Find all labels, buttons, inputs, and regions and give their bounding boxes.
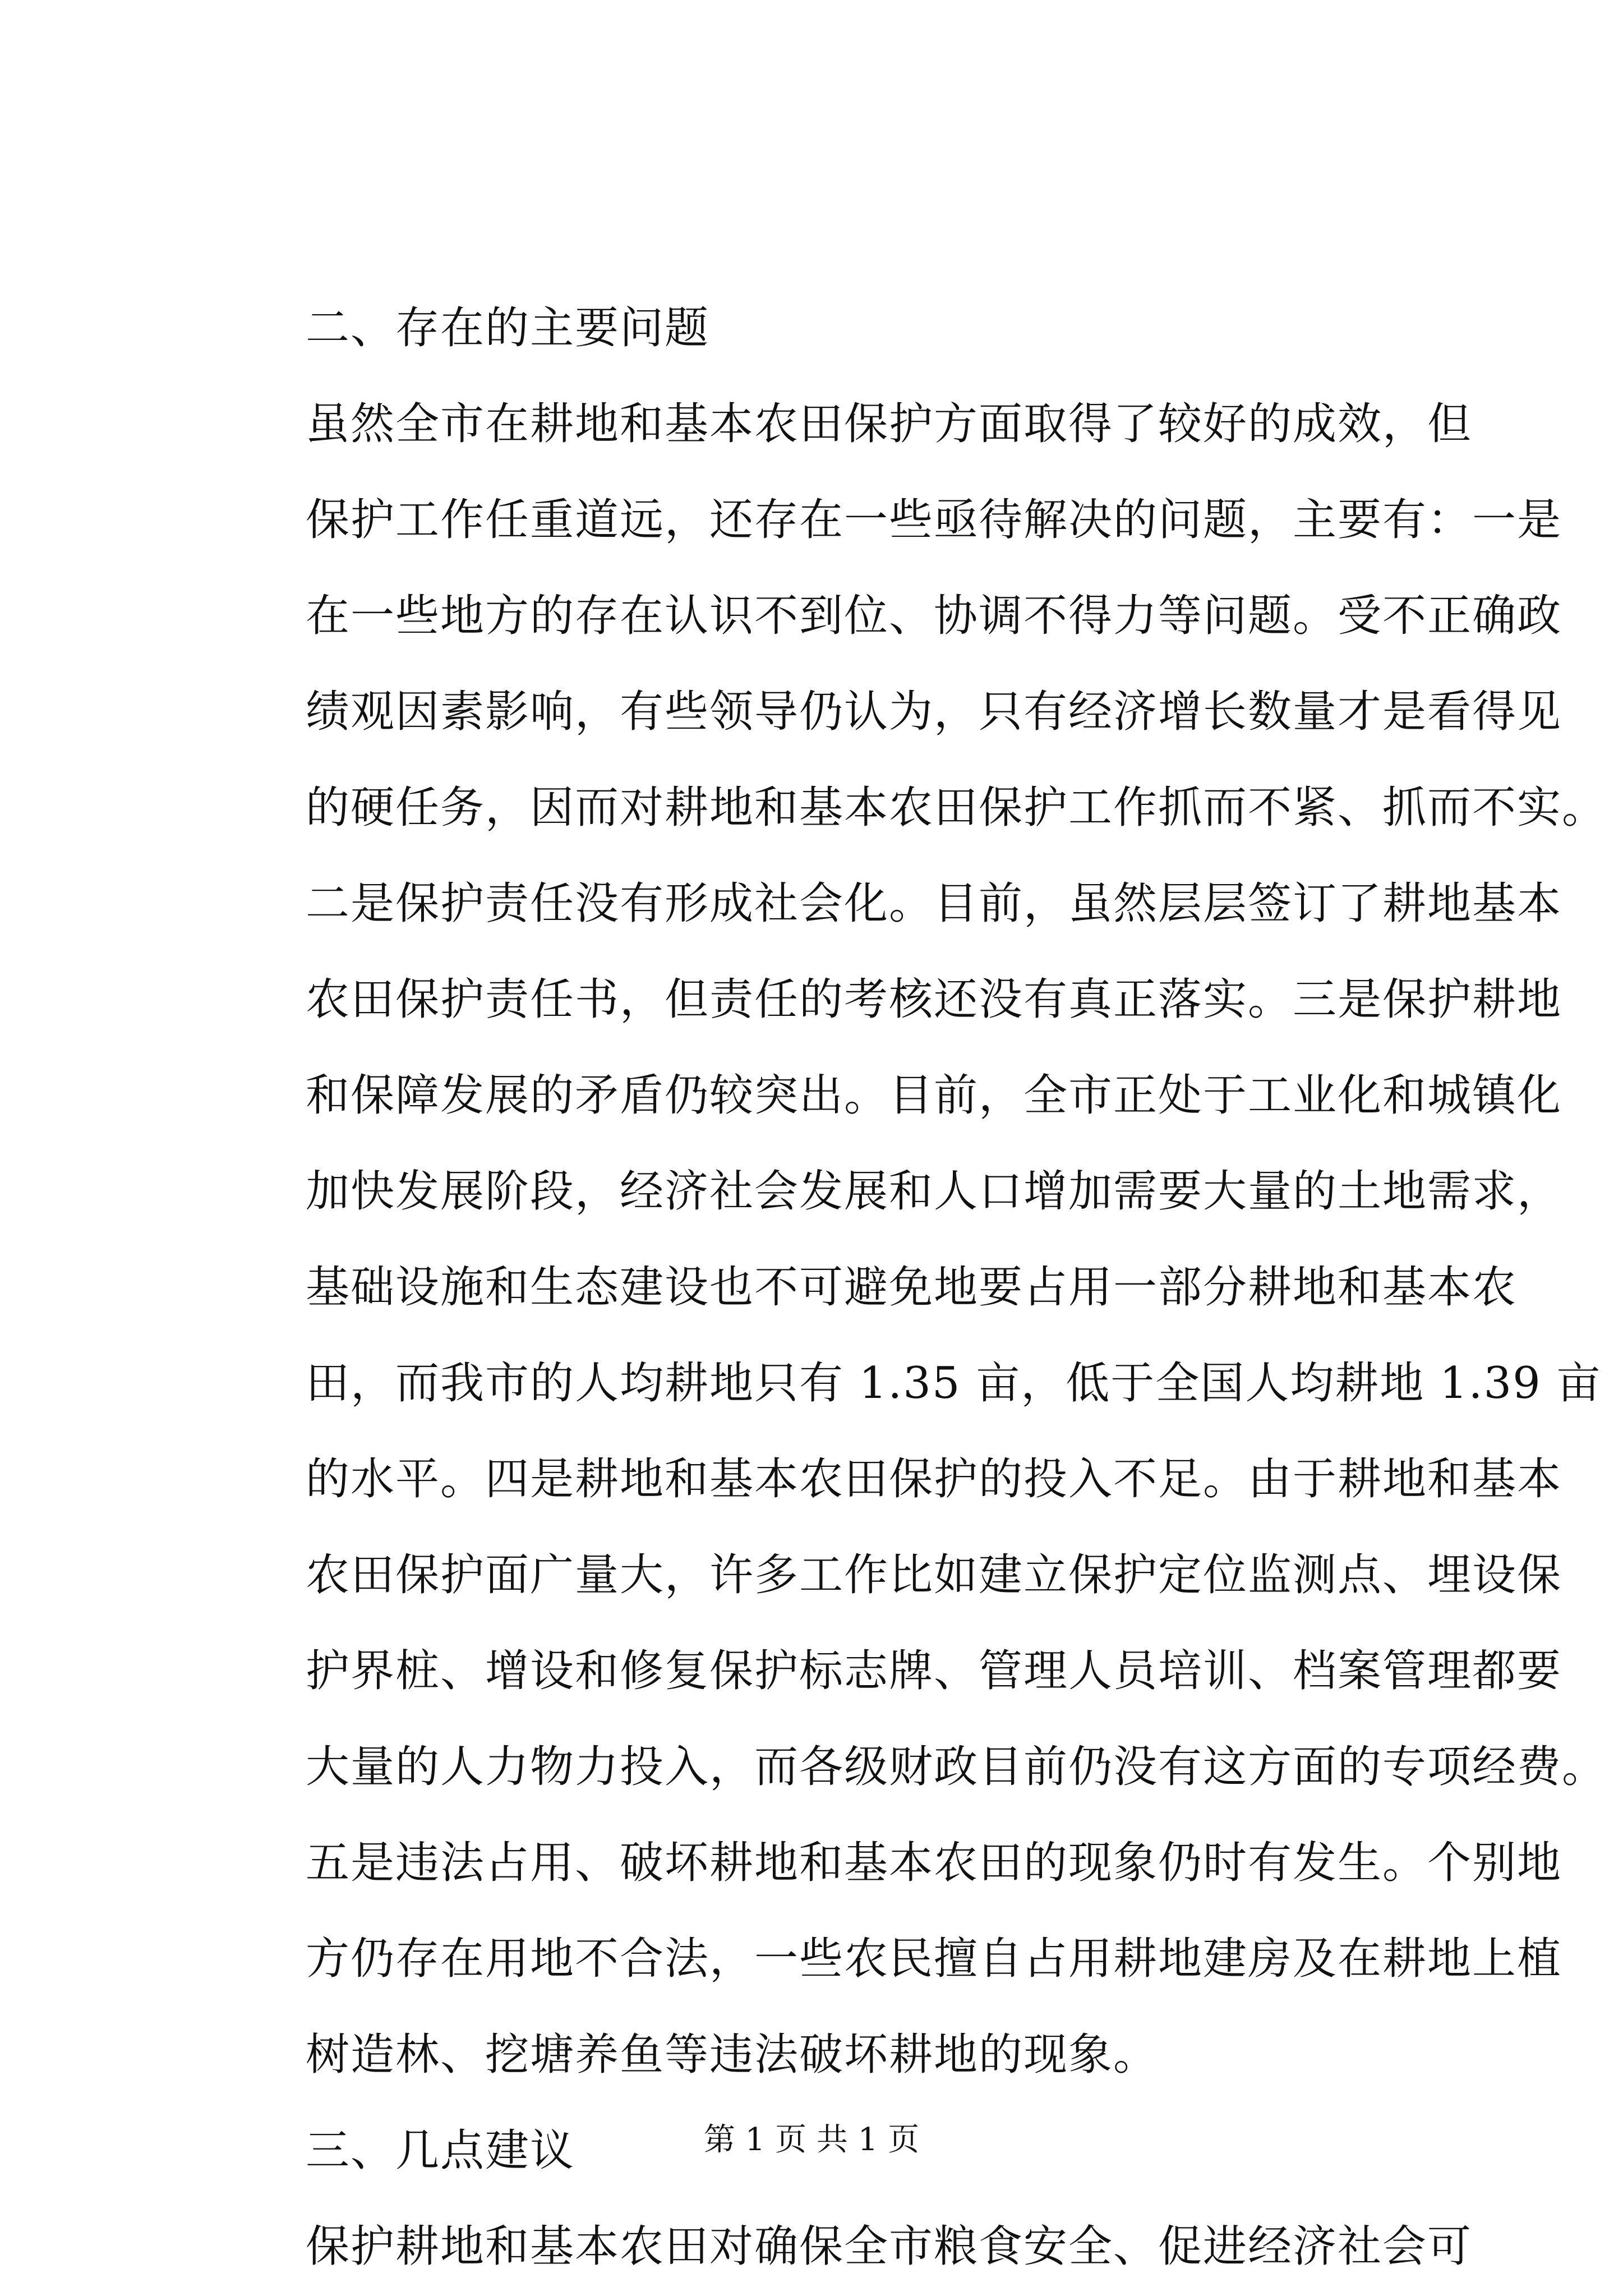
paragraph-line: 保护工作任重道远，还存在一些亟待解决的问题，主要有：一是 bbox=[306, 495, 1562, 545]
paragraph-line: 加快发展阶段，经济社会发展和人口增加需要大量的土地需求， bbox=[306, 1166, 1562, 1217]
body-text bbox=[306, 280, 1607, 2295]
section-heading-3: 三、几点建议 bbox=[306, 2125, 575, 2176]
paragraph-line: 保护耕地和基本农田对确保全市粮食安全、促进经济社会可 bbox=[306, 2221, 1473, 2272]
paragraph-line: 树造林、挖塘养鱼等违法破坏耕地的现象。 bbox=[306, 2030, 1159, 2080]
paragraph-line: 的硬任务，因而对耕地和基本农田保护工作抓而不紧、抓而不实。 bbox=[306, 783, 1607, 833]
section-heading-2: 二、存在的主要问题 bbox=[306, 303, 710, 353]
paragraph-line: 的水平。四是耕地和基本农田保护的投入不足。由于耕地和基本 bbox=[306, 1454, 1562, 1504]
paragraph-line: 农田保护面广量大，许多工作比如建立保护定位监测点、埋设保 bbox=[306, 1550, 1562, 1600]
paragraph-line: 护界桩、增设和修复保护标志牌、管理人员培训、档案管理都要 bbox=[306, 1646, 1562, 1696]
paragraph-line: 基础设施和生态建设也不可避免地要占用一部分耕地和基本农 bbox=[306, 1262, 1518, 1313]
paragraph-line: 绩观因素影响，有些领导仍认为，只有经济增长数量才是看得见 bbox=[306, 687, 1562, 737]
paragraph-line: 虽然全市在耕地和基本农田保护方面取得了较好的成效，但 bbox=[306, 399, 1473, 449]
paragraph-line: 方仍存在用地不合法，一些农民擅自占用耕地建房及在耕地上植 bbox=[306, 1934, 1562, 1984]
paragraph-line: 农田保护责任书，但责任的考核还没有真正落实。三是保护耕地 bbox=[306, 974, 1562, 1025]
paragraph-line: 在一些地方的存在认识不到位、协调不得力等问题。受不正确政 bbox=[306, 591, 1562, 641]
paragraph-line: 二是保护责任没有形成社会化。目前，虽然层层签订了耕地基本 bbox=[306, 878, 1562, 929]
paragraph-line: 大量的人力物力投入，而各级财政目前仍没有这方面的专项经费。 bbox=[306, 1742, 1607, 1792]
paragraph-line: 五是违法占用、破坏耕地和基本农田的现象仍时有发生。个别地 bbox=[306, 1838, 1562, 1888]
page-footer: 第 1 页 共 1 页 bbox=[703, 2122, 920, 2158]
paragraph-line: 和保障发展的矛盾仍较突出。目前，全市正处于工业化和城镇化 bbox=[306, 1070, 1562, 1121]
paragraph-line: 田，而我市的人均耕地只有 1.35 亩，低于全国人均耕地 1.39 亩 bbox=[306, 1358, 1602, 1409]
